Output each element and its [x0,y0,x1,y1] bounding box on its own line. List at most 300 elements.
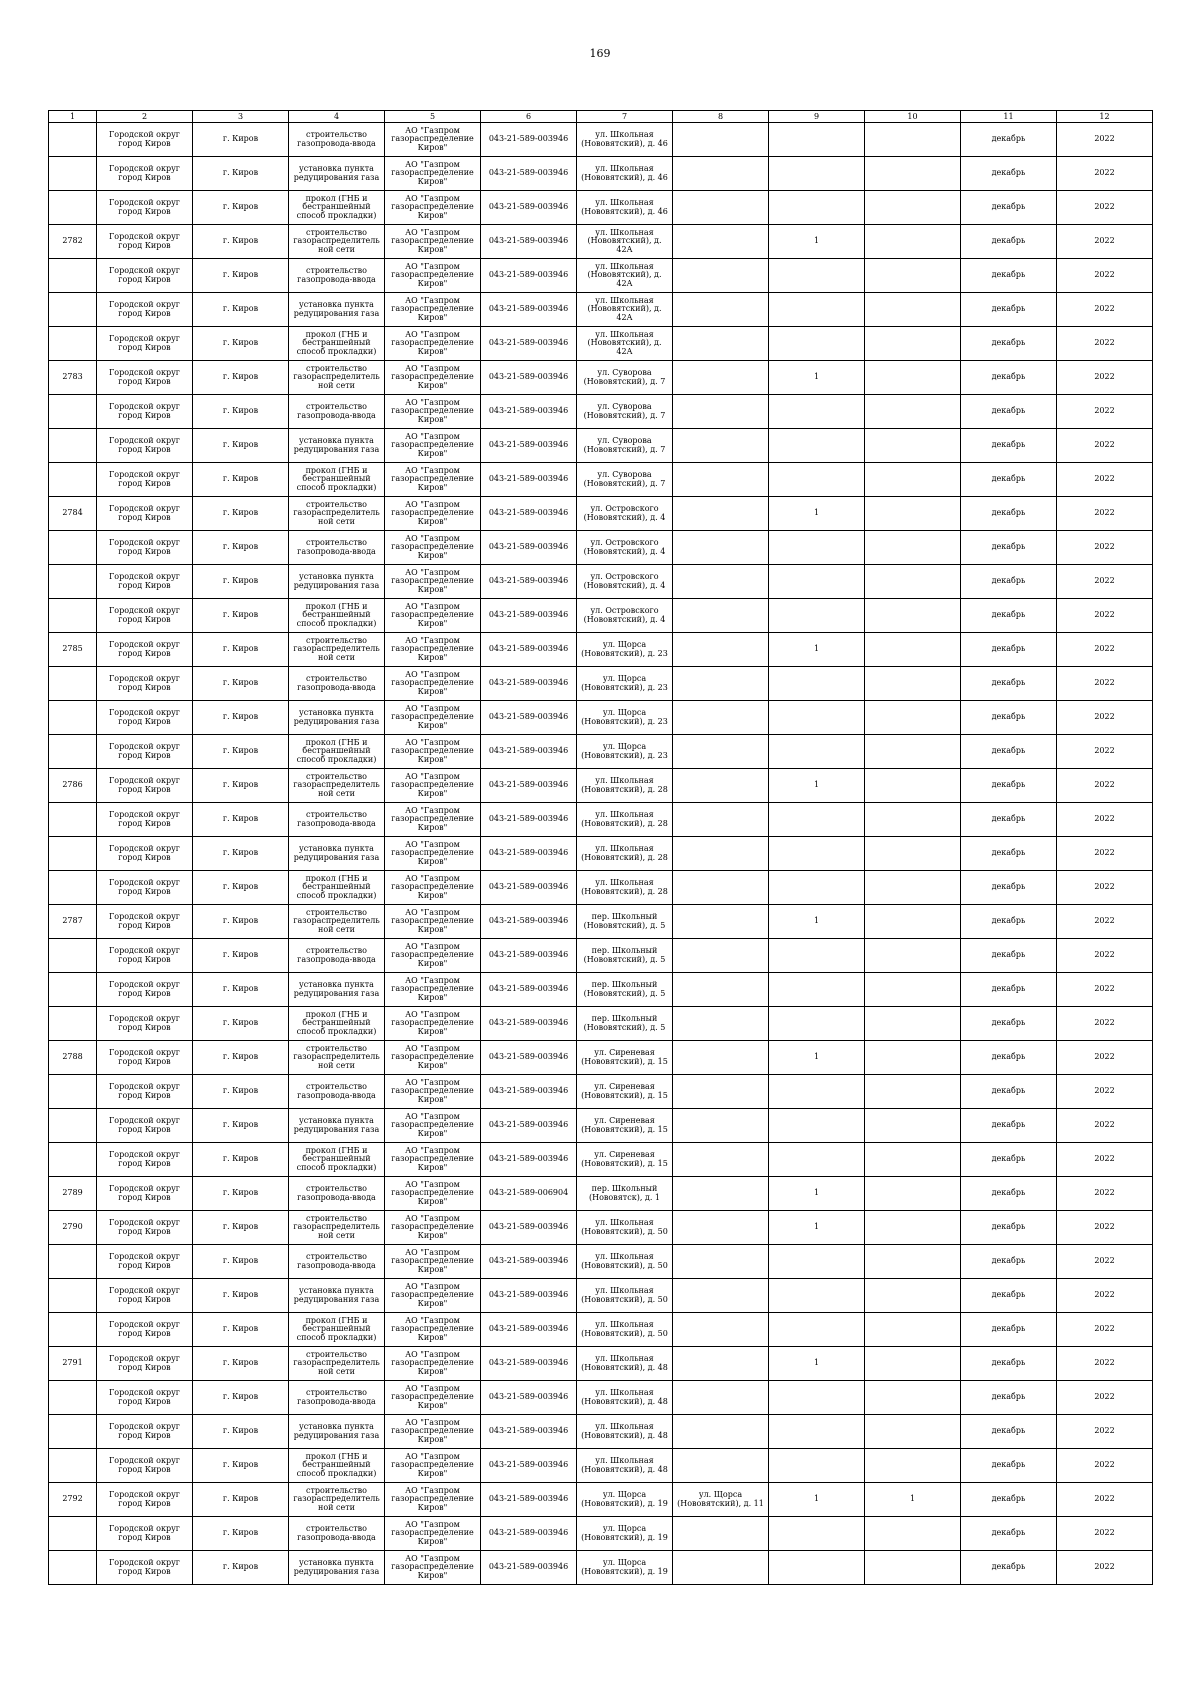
table-row [49,395,1153,429]
cell-address [577,1415,673,1449]
cell-count-b [865,1177,961,1211]
organization-text: АО "Газпром газораспределение Киров" [391,1282,474,1308]
cell-municipality [97,1211,193,1245]
year-text: 2022 [1094,1222,1115,1232]
registry-number-text: 043-21-589-003946 [488,1018,569,1028]
gasification-table [48,110,1153,1585]
cell-organization [385,1041,481,1075]
month-text: декабрь [991,1426,1026,1436]
cell-count-a [769,1279,865,1313]
month-text: декабрь [991,848,1026,858]
month-text: декабрь [991,678,1026,688]
cell-year [1057,1041,1153,1075]
cell-work-type [289,191,385,225]
registry-number-text: 043-21-589-003946 [488,338,569,348]
cell-work-type [289,1313,385,1347]
cell-address-secondary [673,1109,769,1143]
cell-organization [385,293,481,327]
organization-text: АО "Газпром газораспределение Киров" [391,1112,474,1138]
registry-number-text: 043-21-589-003946 [488,1562,569,1572]
municipality-text: Городской округ город Киров [109,402,180,420]
cell-row-number [49,701,97,735]
organization-text: АО "Газпром газораспределение Киров" [391,568,474,594]
cell-registry-number [481,973,577,1007]
municipality-text: Городской округ город Киров [109,232,180,250]
cell-municipality [97,531,193,565]
registry-number-text: 043-21-589-003946 [488,1086,569,1096]
organization-text: АО "Газпром газораспределение Киров" [391,840,474,866]
settlement-text: г. Киров [222,406,259,416]
work-type-text: установка пункта редуцирования газа [293,1423,380,1440]
cell-count-a [769,1517,865,1551]
work-type-text: установка пункта редуцирования газа [293,981,380,998]
cell-count-a [769,735,865,769]
registry-number-text: 043-21-589-003946 [488,950,569,960]
cell-municipality [97,1177,193,1211]
work-type-text: строительство газопровода-ввода [297,1185,376,1202]
cell-settlement [193,1381,289,1415]
cell-count-b [865,259,961,293]
cell-organization [385,1211,481,1245]
registry-number-text: 043-21-589-003946 [488,1358,569,1368]
cell-municipality [97,633,193,667]
cell-organization [385,1313,481,1347]
cell-address [577,1041,673,1075]
cell-municipality [97,565,193,599]
month-text: декабрь [991,134,1026,144]
address-text: ул. Школьная (Нововятский), д. 42А [587,227,662,254]
municipality-text: Городской округ город Киров [109,1490,180,1508]
cell-row-number [49,1551,97,1585]
cell-month [961,1347,1057,1381]
cell-month [961,157,1057,191]
cell-registry-number [481,1313,577,1347]
address-text: ул. Суворова (Нововятский), д. 7 [583,368,666,386]
cell-work-type [289,1381,385,1415]
cell-month [961,701,1057,735]
registry-number-text: 043-21-589-003946 [488,1154,569,1164]
table-row [49,497,1153,531]
cell-settlement [193,1245,289,1279]
cell-count-b [865,1211,961,1245]
cell-settlement [193,871,289,905]
cell-municipality [97,1075,193,1109]
organization-text: АО "Газпром газораспределение Киров" [391,466,474,492]
cell-count-a [769,769,865,803]
cell-row-number [49,157,97,191]
registry-number-text: 043-21-589-003946 [488,1460,569,1470]
cell-count-b [865,1483,961,1517]
address-text: пер. Школьный (Нововятский), д. 5 [583,1014,666,1032]
cell-municipality [97,123,193,157]
organization-text: АО "Газпром газораспределение Киров" [391,1248,474,1274]
year-text: 2022 [1094,1392,1115,1402]
cell-registry-number [481,1109,577,1143]
cell-month [961,1007,1057,1041]
address-text: ул. Щорса (Нововятский), д. 19 [581,1524,668,1542]
count-a-text: 1 [813,1222,820,1232]
municipality-text: Городской округ город Киров [109,1524,180,1542]
settlement-text: г. Киров [222,916,259,926]
registry-number-text: 043-21-589-003946 [488,610,569,620]
cell-year [1057,633,1153,667]
cell-work-type [289,1245,385,1279]
cell-count-b [865,1517,961,1551]
cell-year [1057,1483,1153,1517]
work-type-text: строительство газораспределительной сети [293,1214,380,1240]
cell-address-secondary [673,395,769,429]
cell-address-secondary [673,1551,769,1585]
cell-year [1057,191,1153,225]
settlement-text: г. Киров [222,338,259,348]
cell-registry-number [481,1177,577,1211]
cell-address [577,905,673,939]
work-type-text: установка пункта редуцирования газа [293,709,380,726]
cell-row-number [49,1517,97,1551]
address-text: ул. Островского (Нововятский), д. 4 [583,572,666,590]
cell-month [961,327,1057,361]
work-type-text: строительство газопровода-ввода [297,131,376,148]
work-type-text: строительство газораспределительной сети [293,364,380,390]
year-text: 2022 [1094,780,1115,790]
year-text: 2022 [1094,678,1115,688]
registry-number-text: 043-21-589-003946 [488,134,569,144]
address-secondary-text: ул. Щорса (Нововятский), д. 11 [677,1490,764,1508]
settlement-text: г. Киров [222,814,259,824]
count-a-text: 1 [813,508,820,518]
month-text: декабрь [991,780,1026,790]
organization-text: АО "Газпром газораспределение Киров" [391,1078,474,1104]
cell-count-a [769,497,865,531]
cell-year [1057,123,1153,157]
month-text: декабрь [991,712,1026,722]
table-row [49,769,1153,803]
cell-month [961,497,1057,531]
settlement-text: г. Киров [222,1494,259,1504]
column-number-8: 8 [673,111,769,123]
settlement-text: г. Киров [222,1460,259,1470]
cell-count-a [769,667,865,701]
cell-address [577,123,673,157]
cell-month [961,1415,1057,1449]
cell-address-secondary [673,1449,769,1483]
column-number-10: 10 [865,111,961,123]
work-type-text: строительство газопровода-ввода [297,1389,376,1406]
cell-registry-number [481,1381,577,1415]
cell-count-a [769,1449,865,1483]
cell-organization [385,1347,481,1381]
municipality-text: Городской округ город Киров [109,1422,180,1440]
cell-organization [385,769,481,803]
cell-work-type [289,1143,385,1177]
address-text: ул. Щорса (Нововятский), д. 19 [581,1558,668,1576]
table-row [49,565,1153,599]
cell-settlement [193,463,289,497]
cell-settlement [193,667,289,701]
cell-count-a [769,1143,865,1177]
cell-count-a [769,1211,865,1245]
registry-number-text: 043-21-589-003946 [488,678,569,688]
cell-registry-number [481,293,577,327]
organization-text: АО "Газпром газораспределение Киров" [391,636,474,662]
settlement-text: г. Киров [222,1018,259,1028]
month-text: декабрь [991,168,1026,178]
cell-month [961,803,1057,837]
cell-settlement [193,1517,289,1551]
cell-registry-number [481,1347,577,1381]
year-text: 2022 [1094,304,1115,314]
cell-organization [385,531,481,565]
year-text: 2022 [1094,440,1115,450]
cell-registry-number [481,225,577,259]
table-row [49,293,1153,327]
cell-count-a [769,973,865,1007]
cell-count-a [769,1381,865,1415]
cell-year [1057,667,1153,701]
row-number-text: 2787 [62,916,83,926]
cell-settlement [193,123,289,157]
cell-count-a [769,1415,865,1449]
cell-work-type [289,905,385,939]
address-text: ул. Школьная (Нововятский), д. 50 [581,1286,668,1304]
column-number-4: 4 [289,111,385,123]
cell-row-number [49,1245,97,1279]
cell-address-secondary [673,191,769,225]
municipality-text: Городской округ город Киров [109,1184,180,1202]
cell-settlement [193,531,289,565]
cell-month [961,429,1057,463]
cell-count-a [769,599,865,633]
cell-count-a [769,1551,865,1585]
municipality-text: Городской округ город Киров [109,640,180,658]
cell-organization [385,1551,481,1585]
cell-registry-number [481,803,577,837]
cell-settlement [193,429,289,463]
organization-text: АО "Газпром газораспределение Киров" [391,1316,474,1342]
cell-year [1057,1415,1153,1449]
organization-text: АО "Газпром газораспределение Киров" [391,432,474,458]
work-type-text: строительство газопровода-ввода [297,539,376,556]
count-a-text: 1 [813,1052,820,1062]
cell-organization [385,463,481,497]
address-text: ул. Школьная (Нововятский), д. 50 [581,1252,668,1270]
year-text: 2022 [1094,1154,1115,1164]
settlement-text: г. Киров [222,950,259,960]
cell-row-number [49,803,97,837]
cell-year [1057,463,1153,497]
cell-address-secondary [673,429,769,463]
cell-settlement [193,1449,289,1483]
table-row [49,531,1153,565]
cell-work-type [289,157,385,191]
cell-row-number [49,395,97,429]
cell-organization [385,565,481,599]
cell-month [961,1279,1057,1313]
settlement-text: г. Киров [222,202,259,212]
cell-registry-number [481,1551,577,1585]
cell-month [961,123,1057,157]
address-text: пер. Школьный (Нововятский), д. 5 [583,980,666,998]
cell-count-b [865,361,961,395]
cell-address-secondary [673,905,769,939]
month-text: декабрь [991,984,1026,994]
work-type-text: строительство газораспределительной сети [293,228,380,254]
table-row [49,1347,1153,1381]
month-text: декабрь [991,304,1026,314]
row-number-text: 2783 [62,372,83,382]
work-type-text: строительство газопровода-ввода [297,403,376,420]
cell-address-secondary [673,973,769,1007]
cell-address [577,735,673,769]
municipality-text: Городской округ город Киров [109,810,180,828]
address-text: ул. Сиреневая (Нововятский), д. 15 [581,1150,668,1168]
organization-text: АО "Газпром газораспределение Киров" [391,806,474,832]
work-type-text: установка пункта редуцирования газа [293,1117,380,1134]
registry-number-text: 043-21-589-006904 [488,1188,569,1198]
registry-number-text: 043-21-589-003946 [488,1392,569,1402]
work-type-text: установка пункта редуцирования газа [293,301,380,318]
year-text: 2022 [1094,508,1115,518]
cell-count-a [769,463,865,497]
table-row [49,463,1153,497]
cell-address [577,157,673,191]
cell-organization [385,429,481,463]
cell-address [577,429,673,463]
cell-municipality [97,1517,193,1551]
cell-row-number [49,1279,97,1313]
cell-row-number [49,327,97,361]
cell-organization [385,1517,481,1551]
cell-count-b [865,939,961,973]
year-text: 2022 [1094,1018,1115,1028]
registry-number-text: 043-21-589-003946 [488,848,569,858]
month-text: декабрь [991,1392,1026,1402]
organization-text: АО "Газпром газораспределение Киров" [391,364,474,390]
organization-text: АО "Газпром газораспределение Киров" [391,976,474,1002]
month-text: декабрь [991,610,1026,620]
settlement-text: г. Киров [222,440,259,450]
cell-registry-number [481,939,577,973]
cell-registry-number [481,735,577,769]
cell-row-number [49,837,97,871]
cell-count-a [769,1347,865,1381]
month-text: декабрь [991,1494,1026,1504]
cell-work-type [289,599,385,633]
cell-month [961,293,1057,327]
cell-work-type [289,531,385,565]
cell-address [577,259,673,293]
month-text: декабрь [991,1562,1026,1572]
cell-count-a [769,633,865,667]
cell-year [1057,1007,1153,1041]
cell-municipality [97,293,193,327]
cell-registry-number [481,1007,577,1041]
month-text: декабрь [991,542,1026,552]
cell-municipality [97,701,193,735]
municipality-text: Городской округ город Киров [109,980,180,998]
table-row [49,1313,1153,1347]
cell-work-type [289,871,385,905]
work-type-text: прокол (ГНБ и бестраншейный способ прокладки) [296,1010,377,1036]
cell-year [1057,905,1153,939]
address-text: ул. Школьная (Нововятский), д. 42А [587,261,662,288]
month-text: декабрь [991,916,1026,926]
cell-row-number [49,497,97,531]
organization-text: АО "Газпром газораспределение Киров" [391,500,474,526]
cell-address-secondary [673,463,769,497]
organization-text: АО "Газпром газораспределение Киров" [391,1146,474,1172]
cell-row-number [49,1347,97,1381]
cell-address-secondary [673,1381,769,1415]
work-type-text: прокол (ГНБ и бестраншейный способ прокладки) [296,466,377,492]
address-text: ул. Щорса (Нововятский), д. 23 [581,742,668,760]
cell-municipality [97,1347,193,1381]
municipality-text: Городской округ город Киров [109,1388,180,1406]
cell-year [1057,803,1153,837]
cell-municipality [97,463,193,497]
year-text: 2022 [1094,542,1115,552]
cell-month [961,1517,1057,1551]
settlement-text: г. Киров [222,678,259,688]
cell-organization [385,1279,481,1313]
cell-address [577,1551,673,1585]
year-text: 2022 [1094,576,1115,586]
cell-settlement [193,973,289,1007]
cell-registry-number [481,463,577,497]
cell-work-type [289,1041,385,1075]
month-text: декабрь [991,338,1026,348]
cell-registry-number [481,1449,577,1483]
address-text: ул. Школьная (Нововятский), д. 42А [587,295,662,322]
year-text: 2022 [1094,270,1115,280]
cell-address-secondary [673,1245,769,1279]
work-type-text: строительство газораспределительной сети [293,908,380,934]
organization-text: АО "Газпром газораспределение Киров" [391,1214,474,1240]
registry-number-text: 043-21-589-003946 [488,916,569,926]
organization-text: АО "Газпром газораспределение Киров" [391,160,474,186]
cell-address [577,1449,673,1483]
cell-count-b [865,293,961,327]
cell-work-type [289,1551,385,1585]
address-text: ул. Школьная (Нововятский), д. 28 [581,810,668,828]
organization-text: АО "Газпром газораспределение Киров" [391,398,474,424]
cell-settlement [193,565,289,599]
count-a-text: 1 [813,780,820,790]
cell-count-b [865,1415,961,1449]
cell-municipality [97,667,193,701]
cell-count-a [769,871,865,905]
cell-settlement [193,1177,289,1211]
cell-registry-number [481,1211,577,1245]
settlement-text: г. Киров [222,1358,259,1368]
month-text: декабрь [991,372,1026,382]
settlement-text: г. Киров [222,644,259,654]
address-text: ул. Щорса (Нововятский), д. 19 [581,1490,668,1508]
cell-row-number [49,1449,97,1483]
cell-count-b [865,1381,961,1415]
settlement-text: г. Киров [222,134,259,144]
address-text: ул. Школьная (Нововятский), д. 50 [581,1218,668,1236]
month-text: декабрь [991,1222,1026,1232]
year-text: 2022 [1094,1256,1115,1266]
cell-month [961,463,1057,497]
cell-count-b [865,1551,961,1585]
cell-registry-number [481,1483,577,1517]
cell-month [961,769,1057,803]
work-type-text: прокол (ГНБ и бестраншейный способ прокладки) [296,738,377,764]
work-type-text: строительство газопровода-ввода [297,1525,376,1542]
cell-address-secondary [673,599,769,633]
